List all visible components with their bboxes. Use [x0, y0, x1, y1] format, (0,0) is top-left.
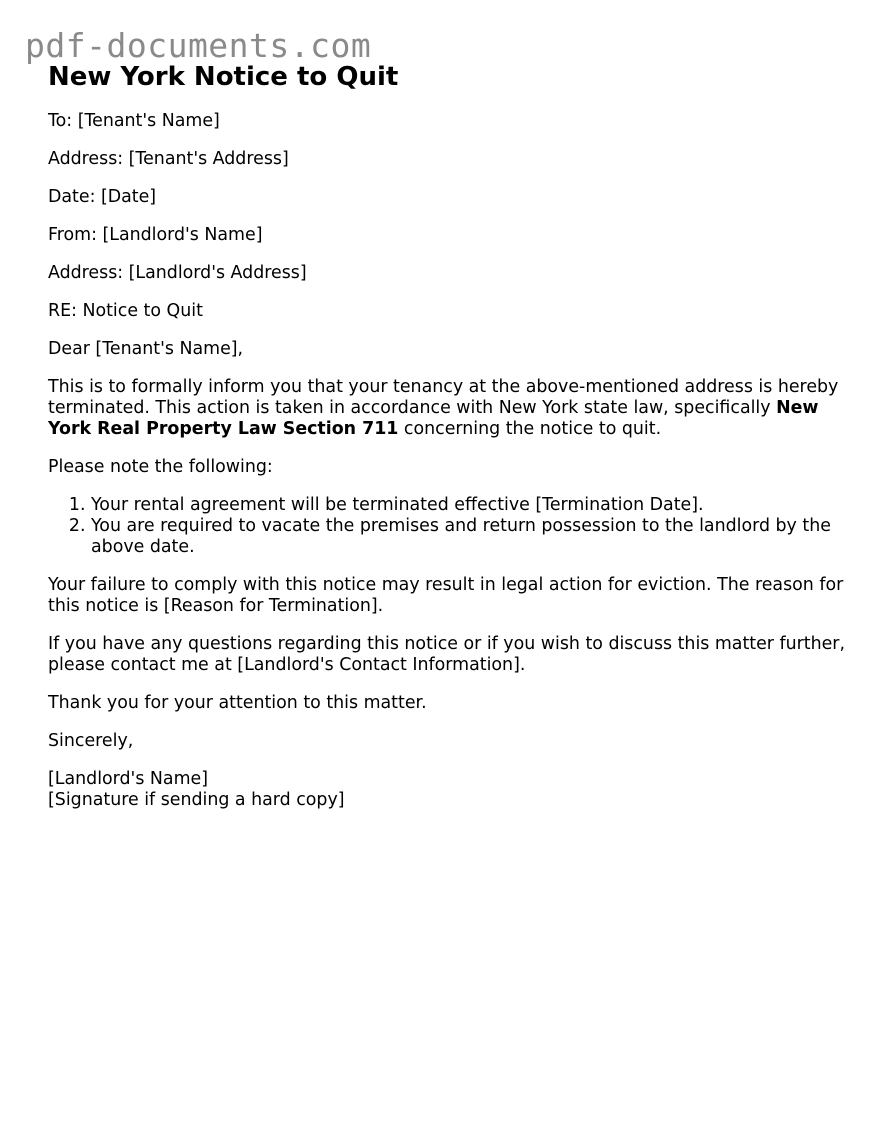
landlord-address-line: Address: [Landlord's Address] — [48, 263, 307, 283]
failure-paragraph: Your failure to comply with this notice may result in legal action for eviction. The reason for this notice is [Reason for Termination]. — [48, 575, 844, 616]
intro-text-end: concerning the notice to quit. — [398, 419, 662, 439]
date-line: Date: [Date] — [48, 187, 157, 207]
from-line: From: [Landlord's Name] — [48, 225, 263, 245]
thanks-line: Thank you for your attention to this matter. — [48, 693, 427, 713]
intro-text-start: This is to formally inform you that your tenancy at the above-mentioned address is hereby terminated. This action is taken in accordance with New York state law, specifically — [48, 377, 839, 418]
to-line: To: [Tenant's Name] — [48, 111, 220, 131]
terms-list — [48, 495, 848, 558]
intro-paragraph — [48, 377, 848, 440]
list-item: 1. Your rental agreement will be terminated effective [Termination Date]. — [91, 495, 848, 516]
re-line: RE: Notice to Quit — [48, 301, 203, 321]
note-lead: Please note the following: — [48, 457, 273, 477]
questions-paragraph: If you have any questions regarding this notice or if you wish to discuss this matter further, please contact me at [Landlord's Contact Information]. — [48, 634, 845, 675]
document-title: New York Notice to Quit — [48, 62, 399, 92]
list-item: 2. You are required to vacate the premises and return possession to the landlord by the above date. — [91, 516, 848, 558]
signature-name: [Landlord's Name] — [48, 769, 209, 789]
signature-note: [Signature if sending a hard copy] — [48, 790, 345, 810]
watermark: pdf-documents.com — [25, 26, 372, 65]
law-reference: New York Real Property Law Section 711 — [48, 398, 819, 439]
closing-line: Sincerely, — [48, 731, 134, 751]
salutation: Dear [Tenant's Name], — [48, 339, 244, 359]
notice-document — [48, 60, 848, 811]
tenant-address-line: Address: [Tenant's Address] — [48, 149, 289, 169]
